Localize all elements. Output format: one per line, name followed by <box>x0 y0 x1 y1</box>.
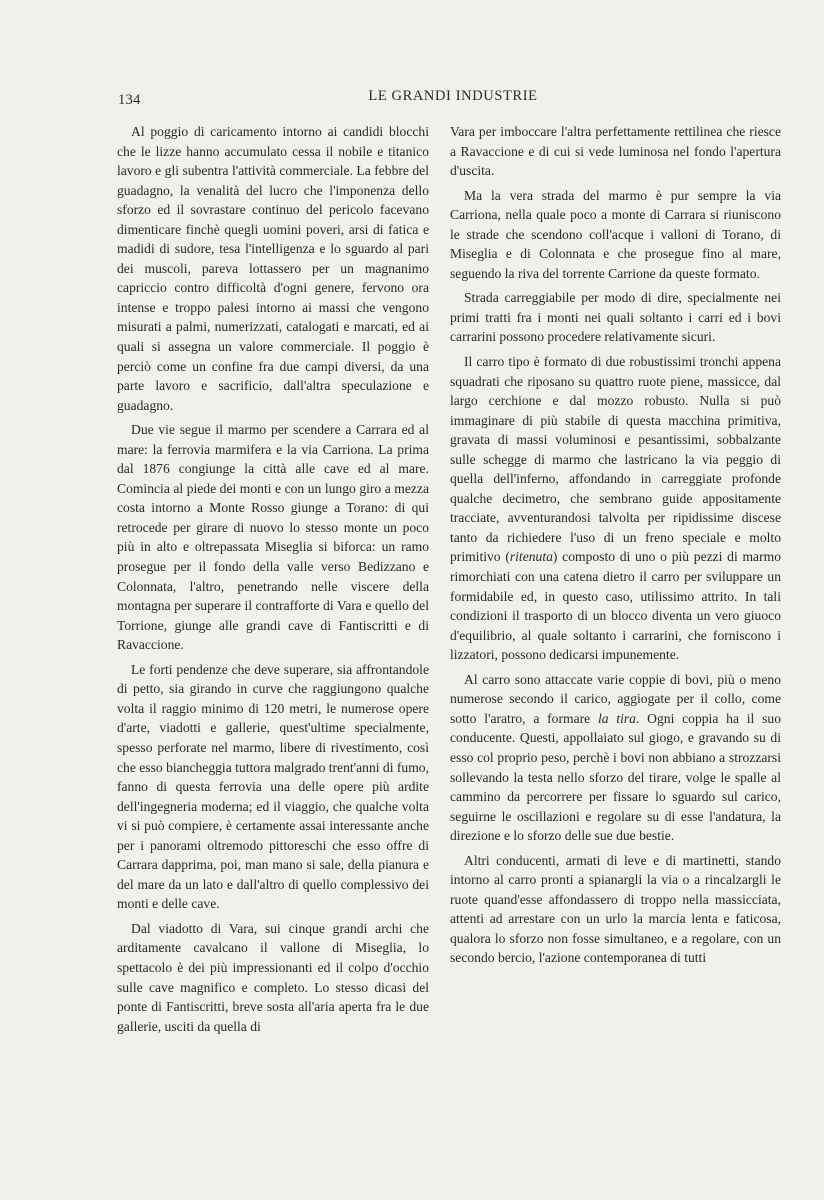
paragraph: Altri conducenti, armati di leve e di martinetti, stando intorno al carro pronti a spianargli la via o a rincalzargli le ruote quand'esse affondassero di troppo nella massicciata, attenti ad arrestare con un urlo la marcia lenta e faticosa, qualora lo sforzo non fosse simultaneo, e a regolare, con un secondo bercio, l'azione contemporanea di tutti <box>450 852 781 966</box>
paragraph: Strada carreggiabile per modo di dire, specialmente nei primi tratti fra i monti nei quali soltanto i carri ed i bovi carrarini possono procedere relativamente sicuri. <box>450 290 781 345</box>
text-run: Il carro tipo è formato di due robustissimi tronchi appena squadrati che riposano su quattro ruote piene, massicce, dal largo cerchione e dal mozzo robusto. Nulla si può immaginare di più stabile di questa macchina primitiva, gravata di massi voluminosi e pesantissimi, sobbalzante sulle schegge di marmo che lastricano la via peggio di quella dell'inferno, affondando in carreggiate profonde qualche decimetro, che sembrano guide appositamente tracciate, avventurandosi talvolta per ripidissime discese tanto da richiedere l'uso di un freno speciale e molto primitivo ( <box>450 354 781 565</box>
running-title: LE GRANDI INDUSTRIE <box>368 88 538 104</box>
paragraph: Le forti pendenze che deve superare, sia affrontandole di petto, sia girando in curve che raggiungono qualche volta il raggio minimo di 120 metri, le numerose opere d'arte, viadotti e gallerie, quest'ultime specialmente, spesso perforate nel marmo, libere di rivestimento, così che esso biancheggia tuttora malgrado trent'anni di fumo, fanno di questa ferrovia una delle opere più ardite dell'ingegneria moderna; ed il viaggio, che qualche volta vi si può compiere, è certamente assai interessante anche per i panorami oltremodo pittoreschi che esso offre di Carrara dapprima, poi, man mano si sale, della pianura e del mare da un lato e dall'altro di quello complessivo dei monti e delle cave. <box>117 661 429 912</box>
italic-term: la tira <box>597 710 636 726</box>
paragraph: Vara per imboccare l'altra perfettamente rettilinea che riesce a Ravaccione e di cui si vede luminosa nel fondo l'apertura d'uscita. <box>450 124 781 179</box>
text-run: . Ogni coppia ha il suo conducente. Questi, appollaiato sul giogo, e gravando su di esso col proprio peso, perchè i bovi non abbiano a strozzarsi sollevando la testa nello sforzo del tirare, volge le spalle al cammino da percorrere per fissare lo sguardo sul carico, seguirne le oscillazioni e regolare su di esse l'andatura, la direzione e lo sforzo delle sue due bestie. <box>450 710 781 844</box>
page-number: 134 <box>118 92 141 108</box>
italic-term: ritenuta <box>509 549 553 565</box>
paragraph: Due vie segue il marmo per scendere a Carrara ed al mare: la ferrovia marmifera e la via Carriona. La prima dal 1876 congiunge la città alle cave ed al mare. Comincia al piede dei monti e con un lungo giro a mezza costa intorno a Monte Rosso giunge a Torano: di qui retrocede per girare di nuovo lo stesso monte un poco più in alto e oltrepassata Miseglia si biforca: un ramo prosegue per il fondo della valle verso Bedizzano e Colonnata, l'altro, penetrando nelle viscere della montagna per superare il contrafforte di Vara e quello del Torrione, giunge alle grandi cave di Fantiscritti e di Ravaccione. <box>117 422 429 653</box>
paragraph: Dal viadotto di Vara, sui cinque grandi archi che arditamente cavalcano il vallone di Miseglia, lo spettacolo è dei più impressionanti ed il colpo d'occhio sulle cave magnifico e completo. Lo stesso dicasi del ponte di Fantiscritti, breve sosta all'aria aperta fra le due gallerie, usciti da quella di <box>117 920 429 1034</box>
paragraph: Al poggio di caricamento intorno ai candidi blocchi che le lizze hanno accumulato cessa il nobile e titanico lavoro e gli subentra l'attività commerciale. La febbre del guadagno, la venalità del lucro che l'imponenza dello sforzo ed il sovrastare continuo del pericolo facevano dimenticare finchè quegli uomini poveri, arsi di fatica e madidi di sudore, tesa l'intelligenza e lo sguardo al pari dei muscoli, pareva lottassero per un magnanimo capriccio contro difficoltà d'ogni genere, fervono ora intense e troppo palesi intorno ai massi che vengono misurati a palmi, numerizzati, catalogati e marcati, ed ai quali si assegna un valore commerciale. Il poggio è perciò come un confine fra due campi diversi, da una parte lavoro e sacrificio, dall'altra speculazione e guadagno. <box>117 124 429 413</box>
text-run: ) composto di uno o più pezzi di marmo rimorchiati con una catena dietro il carro per sviluppare un formidabile ed, in questo caso, utilissimo attrito. In tali condizioni il trasporto di un blocco diventa un vero giuoco d'equilibrio, al quale soltanto i carrarini, che forniscono i lizzatori, possono dedicarsi impunemente. <box>450 549 781 663</box>
left-column <box>117 122 429 1036</box>
text-run: Al carro sono attaccate varie coppie di bovi, più o meno numerose secondo il carico, aggiogate per il collo, come sotto l'aratro, a formare <box>450 671 781 726</box>
paragraph <box>450 670 781 846</box>
right-column <box>450 122 781 968</box>
paragraph <box>450 352 781 665</box>
paragraph: Ma la vera strada del marmo è pur sempre la via Carriona, nella quale poco a monte di Carrara si riuniscono le strade che scendono coll'acque i valloni di Torano, di Miseglia e di Colonnata e che prosegue fino al mare, seguendo la riva del torrente Carrione da queste formato. <box>450 187 781 281</box>
